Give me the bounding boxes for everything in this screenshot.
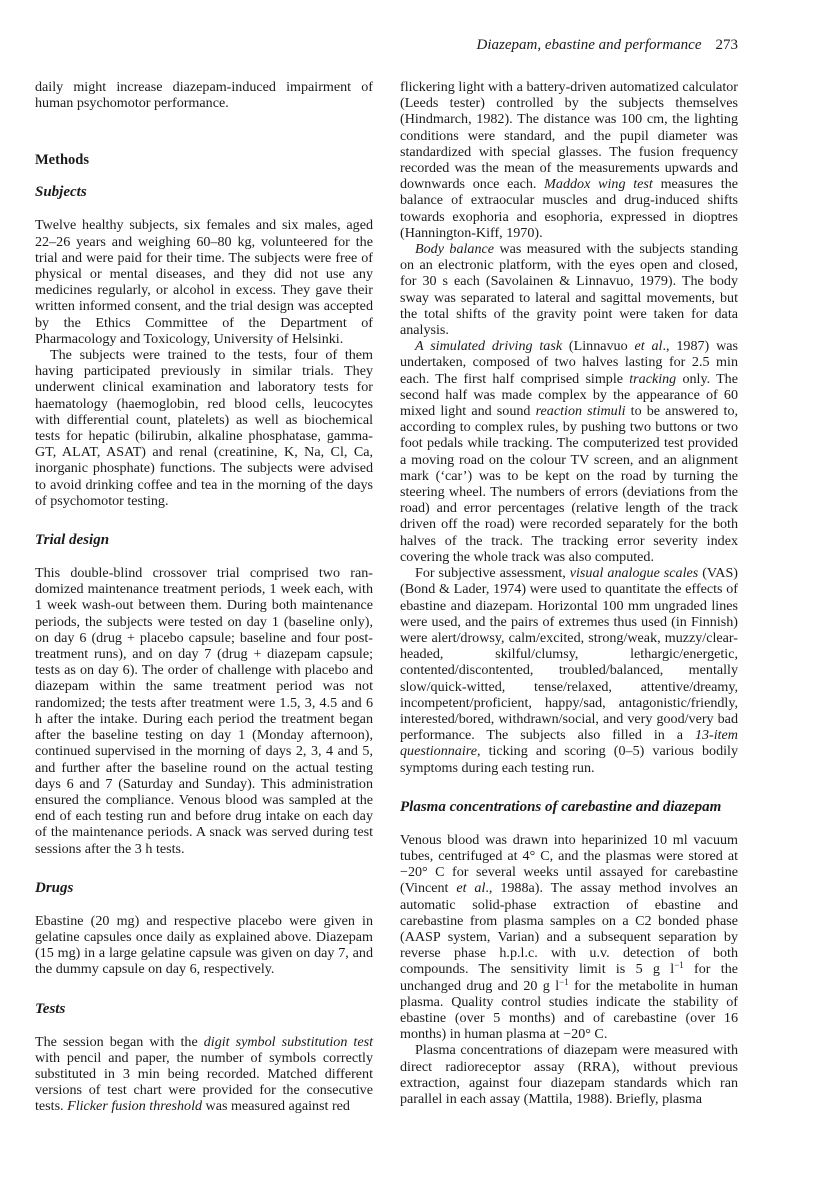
- drugs-paragraph: Ebastine (20 mg) and respective placebo were given in gelatine capsules once daily as explained above. Diazepam (15 mg) in a large gelatine capsule was given on day 7, and the dummy capsule on day 6, respectively.: [35, 912, 373, 978]
- text-run: Venous blood was drawn into heparinized 10 ml vacuum tubes, centrifuged at 4° C, and the plasmas were stored at −20° C for several weeks until assayed for carebastine (Vincent: [400, 831, 738, 897]
- text-run: ., 1987) was undertaken, composed of two halves lasting for 2.5 min each. The first half comprised simple: [400, 338, 738, 387]
- superscript: −1: [674, 960, 684, 971]
- flicker-paragraph: [400, 79, 738, 241]
- subjects-heading: Subjects: [35, 184, 87, 201]
- term-driving-task: A simulated driving task: [415, 338, 563, 355]
- plasma-paragraph-2: Plasma concentrations of diazepam were measured with direct radioreceptor assay (RRA), without previous extraction, against four diazepam standards which ran parallel in each assay (Mattila, 1988). Briefly, plasma: [400, 1042, 738, 1107]
- term-vas: visual analogue scales: [569, 565, 699, 582]
- text-run: (Linnavuo: [562, 338, 635, 355]
- text-run: was measured with the subjects standing on an electronic platform, with the eyes open and closed, for 30 s each (Savolainen & Linnavuo, 1979). The body sway was separated to lateral and sagittal movements, but the total shifts of the gravity point were taken for data analysis.: [400, 241, 738, 339]
- vas-paragraph: [400, 565, 738, 776]
- term-digit-symbol: digit symbol substitution test: [203, 1033, 373, 1050]
- text-run: for the metabolite in human plasma. Quality control studies indicate the stability of ebastine (over 5 months) and of carebastine (over 16 months) in human plasma at −20° C.: [400, 977, 738, 1043]
- drugs-heading: Drugs: [35, 879, 74, 896]
- subjects-paragraph-1: Twelve healthy subjects, six females and six males, aged 22–26 years and weighing 60–80 kg, volunteered for the trial and were paid for their time. The subjects were free of physical or mental diseases, and they did not use any medicines regularly, or alcohol in excess. They gave their written informed consent, and the trial design was accepted by the Ethics Committee of the Department of Pharmacology and Toxicology, University of Helsinki.: [35, 217, 373, 347]
- text-run: for the unchanged drug and 20 g l: [400, 961, 738, 994]
- term-reaction-stimuli: reaction stimuli: [535, 403, 626, 420]
- text-run: , ticking and scoring (0–5) various bodily symptoms during each testing run.: [400, 743, 738, 776]
- text-run: et al: [456, 880, 486, 897]
- text-run: The session began with the: [35, 1033, 204, 1050]
- page-number: 273: [715, 37, 738, 53]
- plasma-heading: Plasma concentrations of carebastine and diazepam: [400, 798, 722, 815]
- right-column: [400, 79, 738, 1107]
- subjects-paragraph-2: The subjects were trained to the tests, four of them having participated previously in similar trials. They underwent clinical examination and laboratory tests for haematology (haemoglobin, red blood cells, leucocytes with differential count, platelets) as well as biochemical tests for hepatic (bilirubin, alkaline phosphatase, gamma-GT, ALAT, ASAT) and renal (creatinine, K, Na, Cl, Ca, inorganic phosphate) functions. The subjects were advised to avoid drinking coffee and tea in the morning of the days of psychomotor testing.: [35, 347, 373, 509]
- superscript: −1: [559, 976, 569, 987]
- term-body-balance: Body balance: [415, 241, 495, 258]
- text-run: to be answered to, according to complex rules, by pushing two buttons or two foot pedals while tracking. The computerized test provided a moving road on the colour TV screen, and an alignment mark (‘car’) was to be kept on the road by turning the steering wheel. The numbers of errors (deviations from the road) and error percentages (relative length of the track driven off the road) were recorded separately for the both halves of the track. The tracking error severity index covering the whole track was also computed.: [400, 403, 739, 565]
- term-flicker-fusion: Flicker fusion threshold: [67, 1098, 203, 1115]
- body-balance-paragraph: [400, 241, 738, 338]
- text-run: et al: [634, 338, 663, 355]
- plasma-paragraph-1: [400, 832, 738, 1043]
- text-run: measures the balance of extraocular muscles and drug-induced shifts towards exophoria and esophoria, expressed in dioptres (Hannington-Kiff, 1970).: [400, 176, 738, 241]
- trial-design-paragraph: This double-blind crossover trial comprised two randomized maintenance treatment periods, 1 week each, with 1 week wash-out between them. During both maintenance periods, the subjects were tested on day 1 (baseline only), on day 6 (drug + placebo capsule; baseline and four post-treatment runs), and on day 7 (drug + diazepam capsule; tests as on day 6). The order of challenge with placebo and diazepam within the same treatment period was not randomized; the tests after treatment were 1.5, 3, 4.5 and 6 h after the intake. During each period the treatment began after the baseline testing on day 1 (Monday afternoon), continued supervised in the morning of days 2, 3, 4 and 5, and further after the baseline round on the actual testing days 6 and 7 (Saturday and Sunday). This administration ensured the compliance. Venous blood was sampled at the end of each testing run and before drug intake on each day of the maintenance periods. A snack was served during test sessions after the 3 h tests.: [35, 565, 373, 857]
- tests-heading: Tests: [35, 1000, 66, 1017]
- text-run: For subjective assessment,: [415, 565, 570, 582]
- running-head-title: Diazepam, ebastine and performance: [476, 37, 702, 53]
- term-questionnaire: 13-item questionnaire: [400, 727, 738, 760]
- term-tracking: tracking: [629, 370, 677, 387]
- trial-design-heading: Trial design: [35, 532, 110, 549]
- term-maddox-wing: Maddox wing test: [544, 176, 653, 193]
- text-run: was measured against red: [202, 1098, 350, 1115]
- text-run: with pencil and paper, the number of symbols correctly substituted in 3 min being recorded. Matched different versions of test chart were provided for the consecutive tests.: [35, 1049, 373, 1115]
- driving-paragraph: [400, 338, 738, 565]
- text-run: only. The second half was made complex by the appearance of 60 mixed light and sound: [400, 370, 738, 420]
- tests-paragraph: [35, 1034, 373, 1115]
- text-run: ., 1988a). The assay method involves an automatic solid-phase extraction of ebastine and carebastine from plasma samples on a C2 bonded phase (AASP system, Varian) and a subsequent separation by reverse phase h.p.l.c. with u.v. detection of both compounds. The sensitivity limit is 5 g l: [400, 880, 738, 978]
- intro-continuation: daily might increase diazepam-induced impairment of human psychomotor performance.: [35, 79, 373, 112]
- text-run: (VAS) (Bond & Lader, 1974) were used to quantitate the effects of ebastine and diazepam. Horizontal 100 mm ungraded lines were used, and the pairs of extremes thus used (in Finnish) were alert/drowsy, calm/​excited, strong/weak, muzzy/clear-headed, skilful/clumsy, lethargic/energetic, contented/discontented, troubled/​balanced, mentally slow/quick-witted, tense/relaxed, attentive/dreamy, incompetent/proficient, happy/sad, antagonistic/friendly, interested/bored, withdrawn/​social, and very good/very bad performance. The subjects also filled in a: [400, 565, 738, 744]
- running-head: [477, 36, 738, 54]
- left-column: [35, 79, 373, 1115]
- methods-heading: Methods: [35, 152, 89, 169]
- text-run: flickering light with a battery-driven automatized calculator (Leeds tester) controlled by the subjects themselves (Hindmarch, 1982). The distance was 100 cm, the lighting conditions were standard, and the pupil diameter was standardized with special glasses. The fusion frequency recorded was the mean of the measurements upwards and downwards once each.: [400, 79, 738, 193]
